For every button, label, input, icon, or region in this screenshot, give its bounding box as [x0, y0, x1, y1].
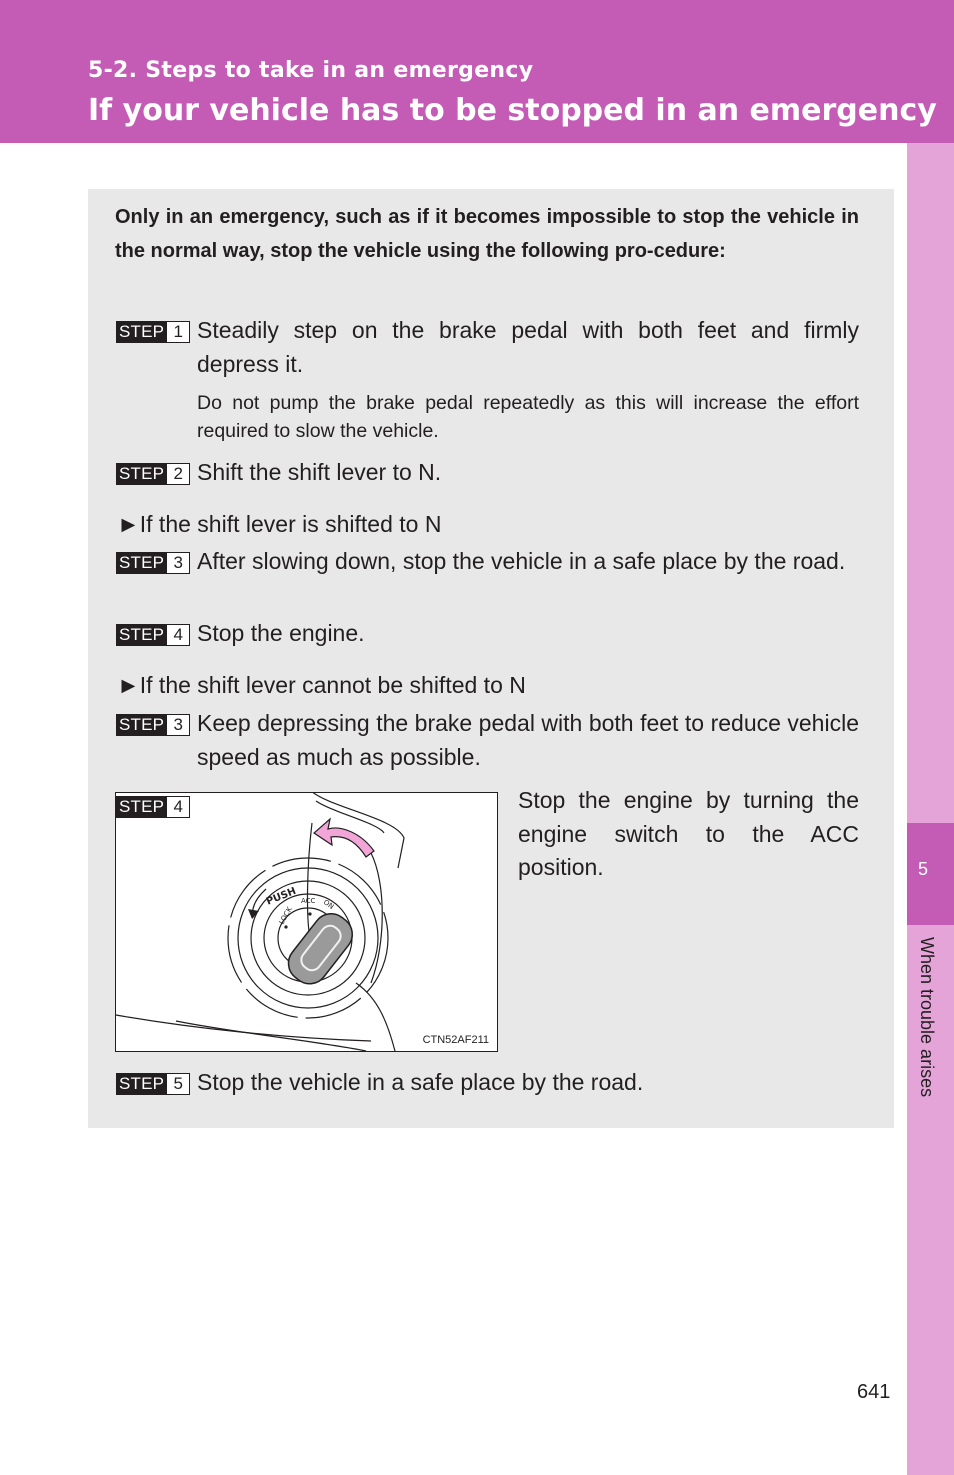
chapter-number: 5 [918, 859, 929, 879]
page-number: 641 [857, 1381, 891, 1403]
step-badge [116, 1073, 190, 1095]
condition-heading: ►If the shift lever cannot be shifted to N [117, 672, 526, 698]
step-word: STEP [117, 553, 167, 573]
step-badge [116, 552, 190, 574]
step-text: Keep depressing the brake pedal with both feet to reduce vehicle speed as much as possible. [197, 710, 859, 770]
page-title: If your vehicle has to be stopped in an emergency [88, 93, 937, 128]
section-label: 5-2. Steps to take in an emergency [88, 58, 534, 83]
step-text: Steadily step on the brake pedal with both feet and firmly depress it. [197, 317, 859, 377]
step-number: 1 [173, 322, 183, 341]
lock-label: LOCK [277, 905, 294, 926]
step-number: 3 [173, 553, 183, 572]
step-text: Stop the engine. [197, 620, 365, 646]
engine-switch-figure [115, 792, 498, 1052]
step-word: STEP [117, 797, 167, 817]
side-tab-active-chapter[interactable] [907, 823, 954, 925]
step-word: STEP [117, 715, 167, 735]
figure-code: CTN52AF211 [422, 1034, 489, 1046]
chapter-label: When trouble arises [917, 937, 937, 1098]
step-number: 4 [173, 625, 183, 644]
step-badge [116, 624, 190, 646]
step-number: 5 [173, 1074, 183, 1093]
intro-text: Only in an emergency, such as if it becomes impossible to stop the vehicle in the normal way, stop the vehicle using the following pro-cedure: [115, 206, 859, 262]
step-word: STEP [117, 1074, 167, 1094]
step-badge [116, 321, 190, 343]
step-text: After slowing down, stop the vehicle in a safe place by the road. [197, 548, 846, 574]
step-text: Stop the engine by turning the engine switch to the ACC position. [518, 787, 859, 880]
engine-switch-illustration [116, 793, 498, 1052]
step-number: 2 [173, 464, 183, 483]
step-note: Do not pump the brake pedal repeatedly as this will increase the effort required to slow the vehicle. [197, 392, 859, 442]
step-word: STEP [117, 322, 167, 342]
step-word: STEP [117, 625, 167, 645]
condition-heading: ►If the shift lever is shifted to N [117, 511, 442, 537]
step-number: 4 [173, 797, 183, 816]
step-badge [116, 463, 190, 485]
on-label: ON [321, 898, 336, 911]
push-label: PUSH [264, 885, 298, 908]
step-badge [116, 796, 190, 818]
step-text: Stop the vehicle in a safe place by the road. [197, 1069, 644, 1095]
step-text: Shift the shift lever to N. [197, 459, 442, 485]
step-word: STEP [117, 464, 167, 484]
step-badge [116, 714, 190, 736]
acc-label: ACC [301, 897, 316, 905]
step-number: 3 [173, 715, 183, 734]
side-tab [907, 143, 954, 1475]
